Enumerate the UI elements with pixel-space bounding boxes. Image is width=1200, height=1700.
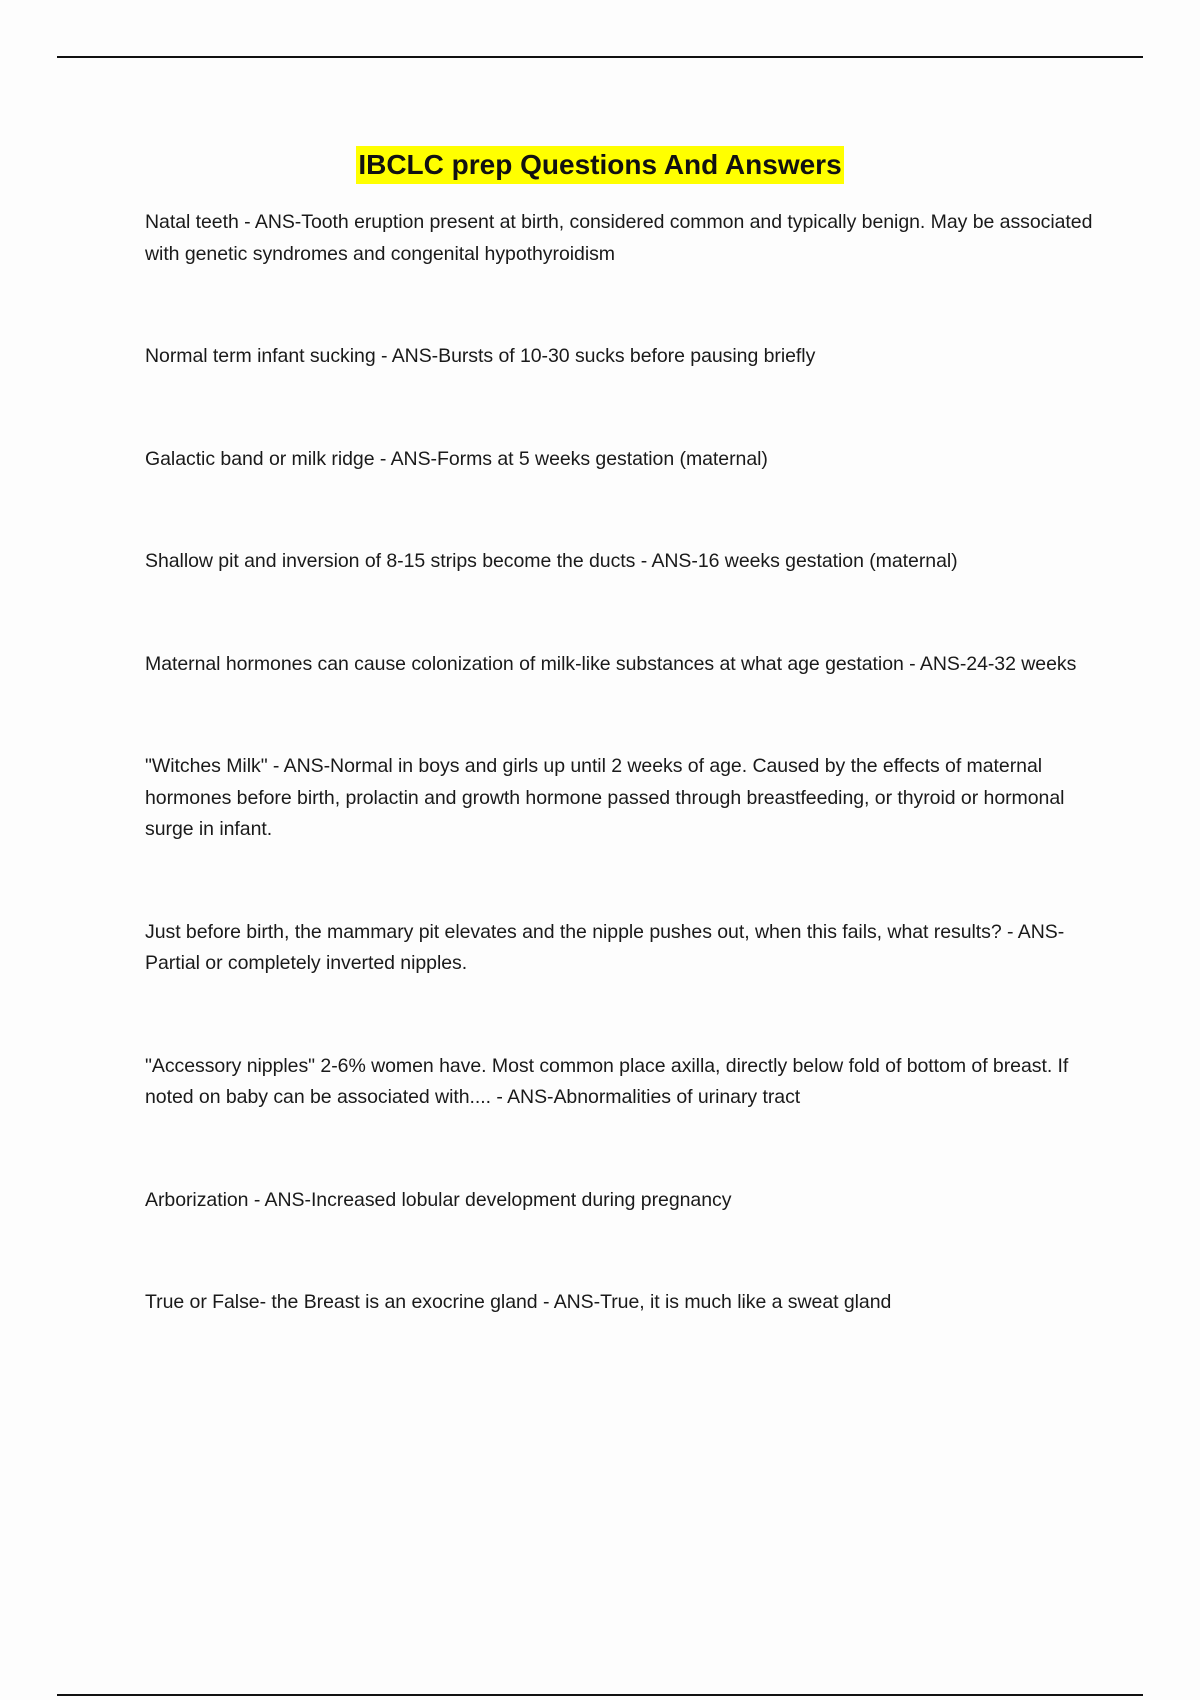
top-rule bbox=[57, 56, 1143, 58]
bottom-rule bbox=[57, 1694, 1143, 1696]
qa-item-maternal-hormones: Maternal hormones can cause colonization of milk-like substances at what age gestation - ANS-24-32 weeks bbox=[145, 652, 1077, 675]
document-title: IBCLC prep Questions And Answers bbox=[356, 146, 843, 184]
qa-item-shallow-pit: Shallow pit and inversion of 8-15 strips become the ducts - ANS-16 weeks gestation (maternal) bbox=[145, 550, 958, 572]
title-container bbox=[0, 146, 1200, 184]
qa-item-arborization: Arborization - ANS-Increased lobular development during pregnancy bbox=[145, 1188, 732, 1211]
qa-item-accessory-nipples: "Accessory nipples" 2-6% women have. Most common place axilla, directly below fold of bottom of breast. If noted on baby can be associated with.... - ANS-Abnormalities of urinary tract bbox=[145, 1054, 1069, 1108]
qa-item-exocrine-gland: True or False- the Breast is an exocrine gland - ANS-True, it is much like a sweat gland bbox=[145, 1291, 892, 1313]
qa-item-natal-teeth: Natal teeth - ANS-Tooth eruption present at birth, considered common and typically benign. May be associated with genetic syndromes and congenital hypothyroidism bbox=[145, 211, 1093, 265]
qa-list bbox=[145, 207, 1095, 1390]
qa-item-inverted-nipples: Just before birth, the mammary pit elevates and the nipple pushes out, when this fails, what results? - ANS-Partial or completely inverted nipples. bbox=[145, 920, 1065, 974]
qa-item-galactic-band: Galactic band or milk ridge - ANS-Forms at 5 weeks gestation (maternal) bbox=[145, 447, 768, 470]
qa-item-witches-milk: "Witches Milk" - ANS-Normal in boys and girls up until 2 weeks of age. Caused by the effects of maternal hormones before birth, prolactin and growth hormone passed through breastfeeding, or thyroid or hormonal surge in infant. bbox=[145, 755, 1065, 840]
qa-item-infant-sucking: Normal term infant sucking - ANS-Bursts of 10-30 sucks before pausing briefly bbox=[145, 345, 816, 367]
